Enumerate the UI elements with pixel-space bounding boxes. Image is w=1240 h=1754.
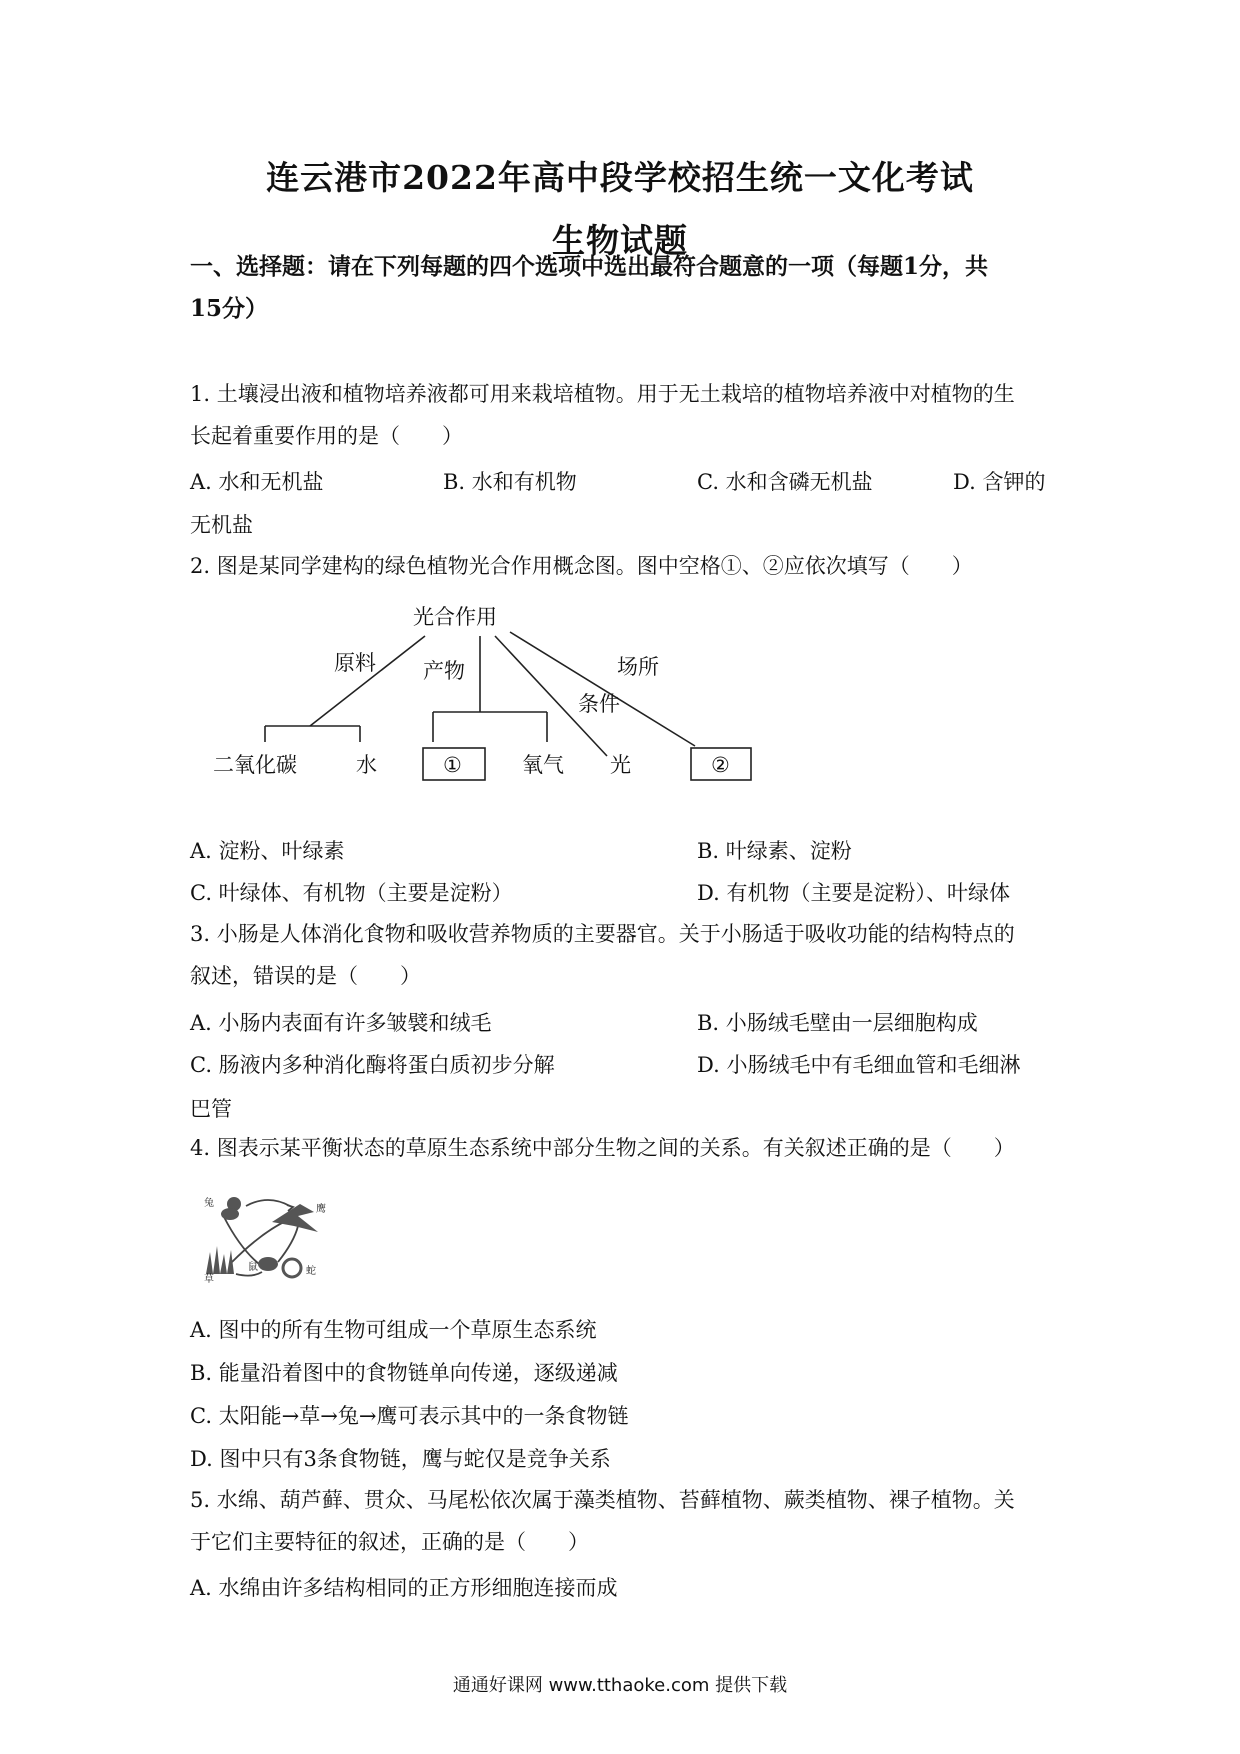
diagram-condition-label: 条件	[578, 692, 620, 716]
diagram-water-label: 水	[356, 753, 377, 777]
q1-stem-line2: 长起着重要作用的是（ ）	[190, 424, 463, 448]
diagram-product-label: 产物	[423, 659, 465, 683]
page-footer: 通通好课网 www.tthaoke.com 提供下载	[452, 1675, 788, 1696]
q3-option-d-continued: 巴管	[190, 1097, 232, 1121]
diagram-place-label: 场所	[617, 655, 659, 679]
q4-option-c: C. 太阳能→草→兔→鹰可表示其中的一条食物链	[190, 1404, 629, 1428]
q3-option-d: D. 小肠绒毛中有毛细血管和毛细淋	[697, 1053, 1021, 1077]
q5-option-a: A. 水绵由许多结构相同的正方形细胞连接而成	[190, 1576, 618, 1600]
diagram-co2-label: 二氧化碳	[213, 753, 297, 777]
food-web-snake-label: 蛇	[306, 1266, 316, 1277]
food-web-mouse-label: 鼠	[248, 1262, 258, 1273]
diagram-blank-2: ②	[711, 753, 730, 777]
grassland-food-web-figure	[202, 1192, 332, 1284]
q3-stem-line2: 叙述，错误的是（ ）	[190, 964, 421, 988]
section-heading-line2: 15分）	[190, 295, 269, 322]
q4-stem: 4. 图表示某平衡状态的草原生态系统中部分生物之间的关系。有关叙述正确的是（ ）	[190, 1136, 1015, 1160]
food-web-rabbit-label: 兔	[204, 1198, 214, 1209]
diagram-root-label: 光合作用	[413, 605, 497, 629]
diagram-raw-label: 原料	[334, 651, 376, 675]
q4-option-a: A. 图中的所有生物可组成一个草原生态系统	[190, 1318, 597, 1342]
q5-stem-line1: 5. 水绵、葫芦藓、贯众、马尾松依次属于藻类植物、苔藓植物、蕨类植物、裸子植物。关	[190, 1488, 1015, 1512]
q4-option-b: B. 能量沿着图中的食物链单向传递，逐级递减	[190, 1361, 618, 1385]
q5-stem-line2: 于它们主要特征的叙述，正确的是（ ）	[190, 1530, 589, 1554]
q3-stem-line1: 3. 小肠是人体消化食物和吸收营养物质的主要器官。关于小肠适于吸收功能的结构特点的	[190, 922, 1015, 946]
diagram-light-label: 光	[610, 753, 631, 777]
q1-option-d-continued: 无机盐	[190, 513, 253, 537]
exam-subtitle: 生物试题	[552, 221, 688, 260]
q1-option-c: C. 水和含磷无机盐	[697, 470, 873, 494]
q2-option-d: D. 有机物（主要是淀粉）、叶绿体	[697, 881, 1010, 905]
q2-option-b: B. 叶绿素、淀粉	[697, 839, 852, 863]
diagram-oxygen-label: 氧气	[522, 753, 564, 777]
exam-title: 连云港市2022年高中段学校招生统一文化考试	[266, 158, 974, 197]
food-web-grass-label: 草	[204, 1274, 214, 1284]
q4-option-d: D. 图中只有3条食物链，鹰与蛇仅是竞争关系	[190, 1447, 611, 1471]
food-web-eagle-label: 鹰	[316, 1204, 326, 1215]
photosynthesis-concept-map	[200, 600, 780, 790]
q1-stem-line1: 1. 土壤浸出液和植物培养液都可用来栽培植物。用于无土栽培的植物培养液中对植物的生	[190, 382, 1015, 406]
section-heading-line1: 一、选择题：请在下列每题的四个选项中选出最符合题意的一项（每题1分，共	[190, 253, 989, 280]
q2-option-a: A. 淀粉、叶绿素	[190, 839, 345, 863]
diagram-blank-1: ①	[443, 753, 462, 777]
q3-option-a: A. 小肠内表面有许多皱襞和绒毛	[190, 1011, 492, 1035]
q1-option-a: A. 水和无机盐	[190, 470, 324, 494]
q3-option-c: C. 肠液内多种消化酶将蛋白质初步分解	[190, 1053, 555, 1077]
q2-stem: 2. 图是某同学建构的绿色植物光合作用概念图。图中空格①、②应依次填写（ ）	[190, 554, 973, 578]
q2-option-c: C. 叶绿体、有机物（主要是淀粉）	[190, 881, 513, 905]
q3-option-b: B. 小肠绒毛壁由一层细胞构成	[697, 1011, 978, 1035]
q1-option-d: D. 含钾的	[953, 470, 1046, 494]
q1-option-b: B. 水和有机物	[443, 470, 577, 494]
